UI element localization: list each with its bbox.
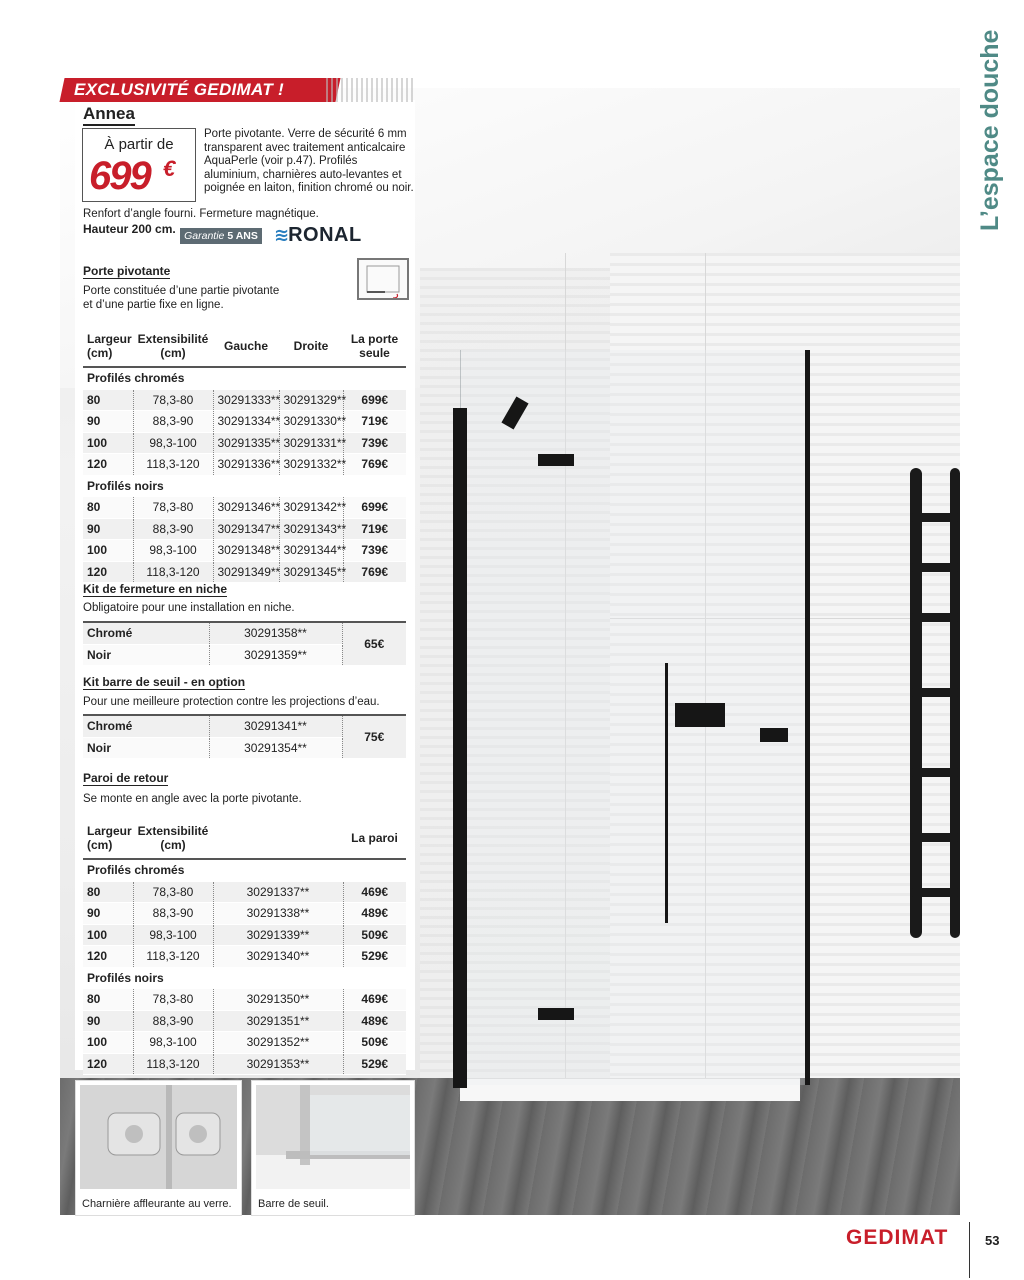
- cell: 30291331**: [279, 432, 343, 454]
- group-label: Profilés noirs: [83, 475, 406, 497]
- cell: 30291354**: [209, 737, 342, 759]
- table-row: [83, 715, 406, 737]
- table-row: [83, 1010, 406, 1032]
- cell: 78,3-80: [133, 881, 213, 903]
- section-side-title: L’espace douche: [976, 30, 1004, 232]
- cell: 100: [83, 1032, 133, 1054]
- cell: 90: [83, 1010, 133, 1032]
- table-row: [83, 1053, 406, 1075]
- inset-threshold: [251, 1080, 415, 1216]
- table-row: [83, 497, 406, 519]
- cell: 30291333**: [213, 389, 279, 411]
- radiator-bar: [910, 833, 960, 842]
- header-la-paroi: La paroi: [343, 818, 406, 859]
- warranty-prefix: Garantie: [184, 230, 225, 242]
- section-title-kit-niche: Kit de fermeture en niche: [83, 582, 228, 596]
- inset-caption: Charnière affleurante au verre.: [82, 1198, 232, 1210]
- header-droite: Droite: [279, 326, 343, 367]
- table-row: [83, 903, 406, 925]
- cell: 30291335**: [213, 432, 279, 454]
- brand-wave-icon: ≋: [274, 225, 287, 245]
- cell: 30291338**: [213, 903, 343, 925]
- cell-price: 509€: [343, 1032, 406, 1054]
- table-kit-seuil: [83, 714, 406, 759]
- cell: 30291352**: [213, 1032, 343, 1054]
- exclusive-banner: EXCLUSIVITÉ GEDIMAT !: [59, 78, 340, 102]
- table-row: [83, 989, 406, 1011]
- cell: 100: [83, 540, 133, 562]
- price-currency: €: [163, 156, 176, 181]
- door-profile-right: [805, 350, 810, 1085]
- table-paroi: [83, 818, 406, 1075]
- table-row: [83, 389, 406, 411]
- product-name: Annea: [83, 104, 135, 126]
- cell-price: 719€: [343, 411, 406, 433]
- cell-price: 65€: [342, 622, 406, 666]
- section-title-kit-seuil: Kit barre de seuil - en option: [83, 675, 246, 689]
- cell-price: 719€: [343, 518, 406, 540]
- radiator-bar: [910, 513, 960, 522]
- cell: 100: [83, 924, 133, 946]
- price-from-label: À partir de: [104, 136, 174, 153]
- header-largeur: Largeur (cm): [83, 326, 133, 367]
- cell: 30291359**: [209, 644, 342, 666]
- cell: 30291348**: [213, 540, 279, 562]
- cell: 30291350**: [213, 989, 343, 1011]
- cell: 30291346**: [213, 497, 279, 519]
- cell-price: 529€: [343, 946, 406, 968]
- cell: 30291358**: [209, 622, 342, 644]
- header-ref: [213, 818, 343, 859]
- table-row: [83, 881, 406, 903]
- cell: 30291353**: [213, 1053, 343, 1075]
- cell: 88,3-90: [133, 1010, 213, 1032]
- warranty-value: 5 ANS: [227, 230, 258, 242]
- product-height: Hauteur 200 cm.: [83, 222, 176, 236]
- section-title-porte: Porte pivotante: [83, 264, 171, 278]
- cell: 30291337**: [213, 881, 343, 903]
- cell: 30291349**: [213, 561, 279, 583]
- cell: 80: [83, 989, 133, 1011]
- price-value: 699: [89, 154, 150, 198]
- cell: 120: [83, 454, 133, 476]
- cell-price: 769€: [343, 561, 406, 583]
- cell: 30291340**: [213, 946, 343, 968]
- shower-rail: [665, 663, 668, 923]
- group-label: Profilés noirs: [83, 967, 406, 989]
- cell: 98,3-100: [133, 1032, 213, 1054]
- cell: 118,3-120: [133, 1053, 213, 1075]
- cell: 88,3-90: [133, 411, 213, 433]
- cell: 30291332**: [279, 454, 343, 476]
- radiator-rail-left: [910, 468, 922, 938]
- cell: 30291345**: [279, 561, 343, 583]
- cell: 120: [83, 561, 133, 583]
- cell: 88,3-90: [133, 518, 213, 540]
- cell: 118,3-120: [133, 946, 213, 968]
- cell: 30291336**: [213, 454, 279, 476]
- cell: 80: [83, 389, 133, 411]
- cell: 98,3-100: [133, 540, 213, 562]
- cell: 88,3-90: [133, 903, 213, 925]
- header-largeur: Largeur (cm): [83, 818, 133, 859]
- section-text-porte: Porte constituée d’une partie pivotante et d’une partie fixe en ligne.: [83, 285, 280, 311]
- radiator-bar: [910, 688, 960, 697]
- radiator-rail-right: [950, 468, 960, 938]
- cell-price: 739€: [343, 432, 406, 454]
- cell: 90: [83, 411, 133, 433]
- price-box: [82, 128, 196, 202]
- cell: 30291347**: [213, 518, 279, 540]
- glass-door: [460, 350, 806, 1085]
- cell: Chromé: [83, 715, 209, 737]
- table-row: [83, 924, 406, 946]
- cell: Chromé: [83, 622, 209, 644]
- section-title-paroi: Paroi de retour: [83, 771, 169, 785]
- table-row: [83, 432, 406, 454]
- page-number: 53: [985, 1233, 1000, 1248]
- cell: 30291339**: [213, 924, 343, 946]
- header-extensibilite: Extensibilité (cm): [133, 326, 213, 367]
- cell-price: 529€: [343, 1053, 406, 1075]
- cell: 118,3-120: [133, 454, 213, 476]
- cell-price: 769€: [343, 454, 406, 476]
- cell: 30291341**: [209, 715, 342, 737]
- product-description-2: Renfort d’angle fourni. Fermeture magnétique.: [83, 208, 319, 220]
- table-porte: [83, 326, 406, 583]
- cell: 30291329**: [279, 389, 343, 411]
- door-profile-left: [453, 408, 467, 1088]
- section-text-paroi: Se monte en angle avec la porte pivotante.: [83, 793, 302, 805]
- radiator-bar: [910, 888, 960, 897]
- cell: 78,3-80: [133, 989, 213, 1011]
- cell-price: 489€: [343, 903, 406, 925]
- radiator-bar: [910, 563, 960, 572]
- hinge-bottom: [538, 1008, 574, 1020]
- header-porte-seule: La porte seule: [343, 326, 406, 367]
- cell: 118,3-120: [133, 561, 213, 583]
- cell: 90: [83, 518, 133, 540]
- banner-stripe: [326, 78, 416, 102]
- cell: 120: [83, 946, 133, 968]
- mixer: [675, 703, 725, 727]
- cell-price: 469€: [343, 989, 406, 1011]
- section-text-kit-seuil: Pour une meilleure protection contre les projections d’eau.: [83, 696, 380, 708]
- table-row: [83, 946, 406, 968]
- cell: 30291330**: [279, 411, 343, 433]
- cell: 78,3-80: [133, 389, 213, 411]
- cell: 30291351**: [213, 1010, 343, 1032]
- gedimat-logo: GEDIMAT: [846, 1226, 949, 1249]
- cell-price: 489€: [343, 1010, 406, 1032]
- cell-price: 469€: [343, 881, 406, 903]
- table-kit-niche: [83, 621, 406, 666]
- cell: 100: [83, 432, 133, 454]
- cell-price: 699€: [343, 389, 406, 411]
- radiator-bar: [910, 613, 960, 622]
- cell: 80: [83, 881, 133, 903]
- brand-logo: [274, 224, 362, 247]
- inset-caption: Barre de seuil.: [258, 1198, 329, 1210]
- section-text-kit-niche: Obligatoire pour une installation en niche.: [83, 602, 295, 614]
- radiator-bar: [910, 768, 960, 777]
- cell-price: 739€: [343, 540, 406, 562]
- table-row: [83, 411, 406, 433]
- table-row: [83, 1032, 406, 1054]
- cell-price: 699€: [343, 497, 406, 519]
- header-extensibilite: Extensibilité (cm): [133, 818, 213, 859]
- cell: 98,3-100: [133, 432, 213, 454]
- cell: 120: [83, 1053, 133, 1075]
- cell: Noir: [83, 644, 209, 666]
- cell: 30291343**: [279, 518, 343, 540]
- table-row: [83, 540, 406, 562]
- threshold-closeup-image: [256, 1085, 410, 1189]
- cell: 90: [83, 903, 133, 925]
- table-row: [83, 622, 406, 644]
- cell-price: 75€: [342, 715, 406, 759]
- table-row: [83, 561, 406, 583]
- table-row: [83, 454, 406, 476]
- inset-hinge: [75, 1080, 242, 1216]
- cell: 30291334**: [213, 411, 279, 433]
- cell: Noir: [83, 737, 209, 759]
- door-handle: [760, 728, 788, 742]
- table-row: [83, 518, 406, 540]
- hinge-closeup-image: [80, 1085, 237, 1189]
- group-label: Profilés chromés: [83, 859, 406, 881]
- product-description: Porte pivotante. Verre de sécurité 6 mm transparent avec traitement anticalcaire AquaPerle (voir p.47). Profilés aluminium, charnières auto-levantes et poignée en laiton, finition chromé ou noir.: [204, 128, 414, 194]
- cell-price: 509€: [343, 924, 406, 946]
- cell: 98,3-100: [133, 924, 213, 946]
- header-gauche: Gauche: [213, 326, 279, 367]
- footer-divider: [969, 1222, 970, 1278]
- group-label: Profilés chromés: [83, 367, 406, 389]
- brand-name: RONAL: [288, 224, 362, 246]
- pivot-door-icon: [357, 258, 409, 300]
- warranty-badge: [180, 228, 262, 244]
- cell: 30291344**: [279, 540, 343, 562]
- cell: 80: [83, 497, 133, 519]
- cell: 30291342**: [279, 497, 343, 519]
- cell: 78,3-80: [133, 497, 213, 519]
- hinge-top: [538, 454, 574, 466]
